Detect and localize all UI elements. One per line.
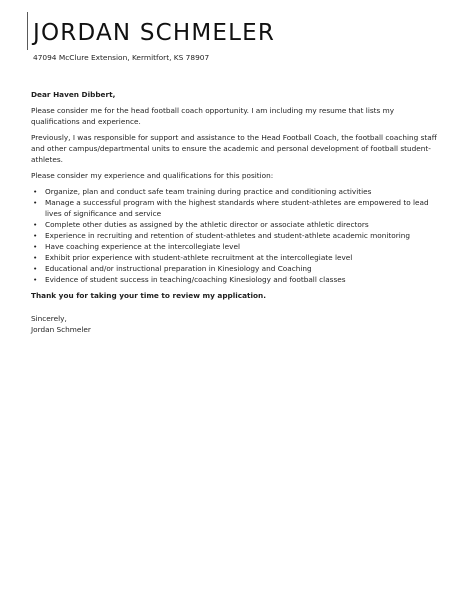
previous-experience-paragraph: Previously, I was responsible for support and assistance to the Head Football Coach, the football coaching staff and other campus/departmental units to ensure the academic and personal development of football student-athletes. xyxy=(31,133,437,164)
list-item xyxy=(31,230,443,241)
list-item-text: Organize, plan and conduct safe team training during practice and conditioning activities xyxy=(45,187,372,196)
bullet-icon: • xyxy=(33,275,38,284)
list-item xyxy=(31,197,443,219)
list-item xyxy=(31,274,443,285)
bullet-icon: • xyxy=(33,264,38,273)
list-item-text: Educational and/or instructional preparation in Kinesiology and Coaching xyxy=(45,264,312,273)
list-item-text: Manage a successful program with the highest standards where student-athletes are empowered to lead lives of significance and service xyxy=(45,198,429,218)
bullet-icon: • xyxy=(33,242,38,251)
bullet-icon: • xyxy=(33,253,38,262)
applicant-address: 47094 McClure Extension, Kermitfort, KS 78907 xyxy=(33,53,210,62)
list-item-text: Evidence of student success in teaching/coaching Kinesiology and football classes xyxy=(45,275,346,284)
list-item-text: Experience in recruiting and retention of student-athletes and student-athlete academic monitoring xyxy=(45,231,411,240)
list-item-text: Complete other duties as assigned by the athletic director or associate athletic directors xyxy=(45,220,369,229)
intro-paragraph: Please consider me for the head football coach opportunity. I am including my resume that lists my qualifications and experience. xyxy=(31,106,395,126)
bullet-icon: • xyxy=(33,220,38,229)
bullet-icon: • xyxy=(33,198,38,207)
applicant-name: JORDAN SCHMELER xyxy=(33,20,276,46)
list-item xyxy=(31,186,443,197)
list-item xyxy=(31,219,443,230)
signature-name: Jordan Schmeler xyxy=(31,325,91,334)
header-accent-rule xyxy=(27,12,28,50)
bullet-icon: • xyxy=(33,187,38,196)
signoff: Sincerely, xyxy=(31,314,67,323)
letter-body xyxy=(31,89,443,335)
qualifications-list xyxy=(31,186,443,285)
list-item-text: Exhibit prior experience with student-athlete recruitment at the intercollegiate level xyxy=(45,253,353,262)
salutation: Dear Haven Dibbert, xyxy=(31,90,116,99)
bullet-icon: • xyxy=(33,231,38,240)
closing-line: Thank you for taking your time to review my application. xyxy=(31,291,266,300)
list-item xyxy=(31,263,443,274)
list-item xyxy=(31,241,443,252)
list-item-text: Have coaching experience at the intercollegiate level xyxy=(45,242,240,251)
list-item xyxy=(31,252,443,263)
qualifications-lead-in: Please consider my experience and qualifications for this position: xyxy=(31,171,274,180)
